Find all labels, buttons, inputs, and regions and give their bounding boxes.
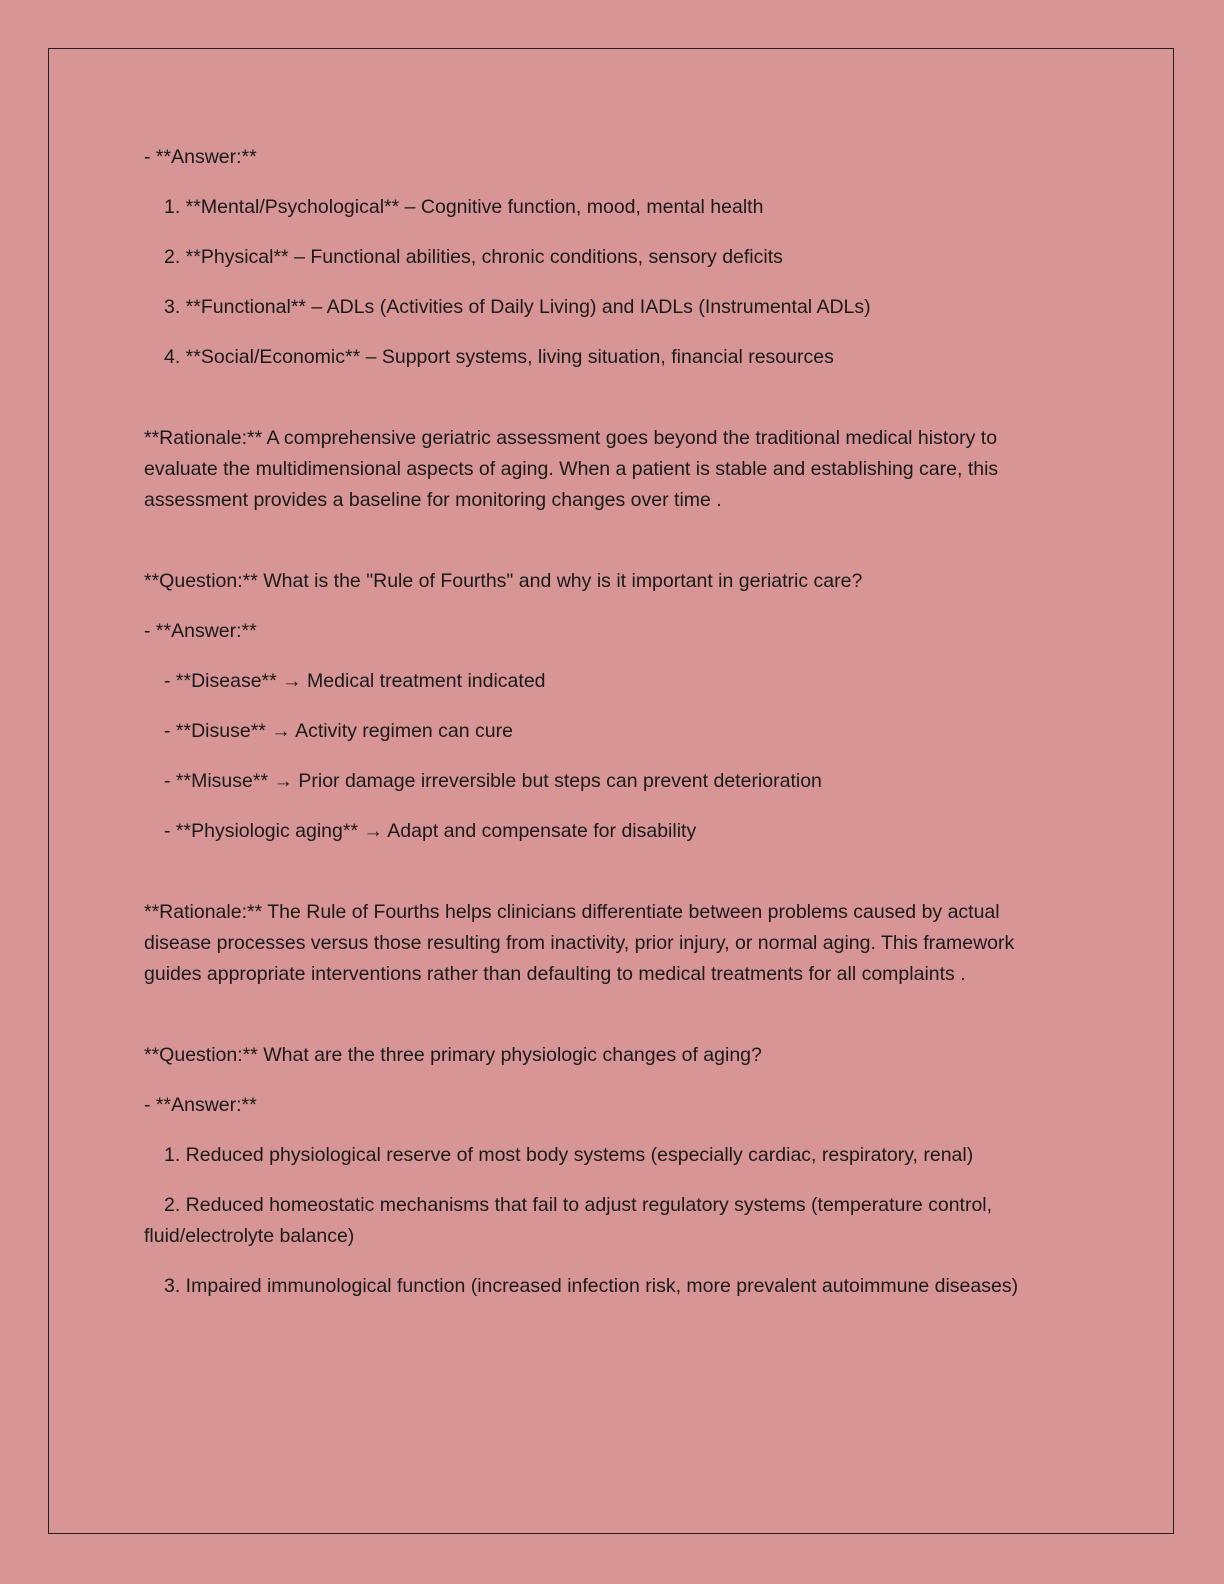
rationale-paragraph [144,423,1064,516]
answer-item: 1. **Mental/Psychological** – Cognitive function, mood, mental health [164,196,764,218]
answer-item: - **Disease** → Medical treatment indicated [164,670,546,692]
rationale-line: evaluate the multidimensional aspects of aging. When a patient is stable and establishing care, this [144,458,999,480]
answer-item: 3. **Functional** – ADLs (Activities of Daily Living) and IADLs (Instrumental ADLs) [164,296,871,318]
answer-item-continuation: fluid/electrolyte balance) [144,1225,355,1247]
answer-item: 1. Reduced physiological reserve of most body systems (especially cardiac, respiratory, renal) [164,1144,974,1166]
document-body [144,142,1064,1302]
answer-item: 3. Impaired immunological function (increased infection risk, more prevalent autoimmune diseases) [164,1275,1019,1297]
question-text: **Question:** What is the "Rule of Fourths" and why is it important in geriatric care? [144,570,863,592]
answer-item: 4. **Social/Economic** – Support systems, living situation, financial resources [164,346,834,368]
answer-item: 2. Reduced homeostatic mechanisms that fail to adjust regulatory systems (temperature control, [164,1194,993,1216]
rationale-line: disease processes versus those resulting from inactivity, prior injury, or normal aging. This framework [144,932,1015,954]
answer-label: - **Answer:** [144,1094,257,1116]
rationale-line: **Rationale:** The Rule of Fourths helps clinicians differentiate between problems caused by actual [144,901,1000,923]
answer-label: - **Answer:** [144,146,257,168]
rationale-line: **Rationale:** A comprehensive geriatric assessment goes beyond the traditional medical history to [144,427,998,449]
rationale-line: guides appropriate interventions rather than defaulting to medical treatments for all complaints . [144,963,966,985]
rationale-paragraph [144,897,1064,990]
answer-item: - **Disuse** → Activity regimen can cure [164,720,513,742]
answer-label: - **Answer:** [144,620,257,642]
rationale-line: assessment provides a baseline for monitoring changes over time . [144,489,722,511]
answer-item: - **Physiologic aging** → Adapt and compensate for disability [164,820,697,842]
answer-item: 2. **Physical** – Functional abilities, chronic conditions, sensory deficits [164,246,783,268]
question-text: **Question:** What are the three primary physiologic changes of aging? [144,1044,762,1066]
answer-item: - **Misuse** → Prior damage irreversible but steps can prevent deterioration [164,770,822,792]
